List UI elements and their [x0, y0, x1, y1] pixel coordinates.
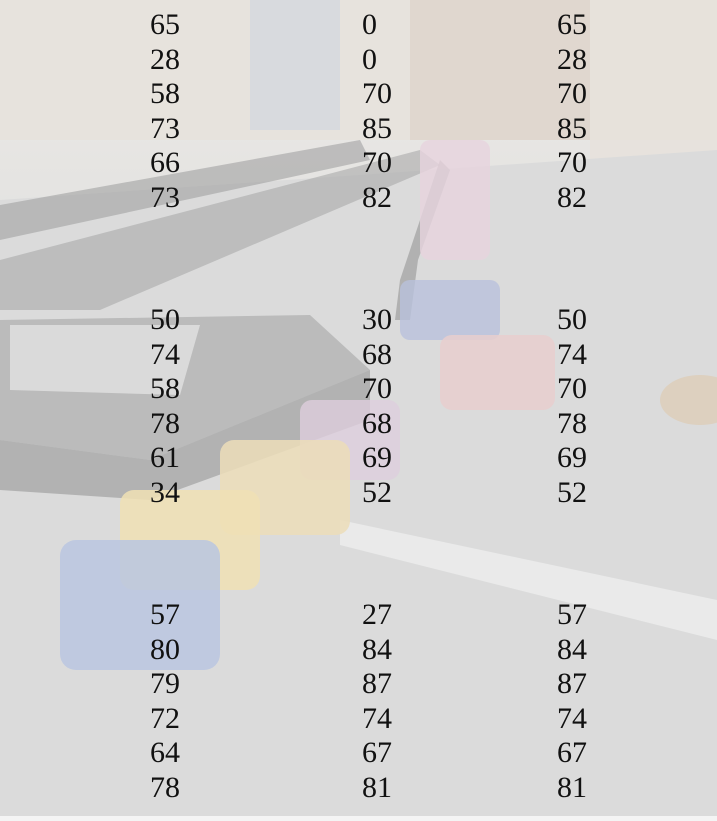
table-cell: 74: [557, 701, 587, 735]
table-cell: 70: [557, 372, 587, 405]
table-cell: 70: [557, 146, 587, 179]
table-cell: 82: [362, 180, 392, 214]
table-cell: 50: [150, 303, 180, 336]
table-cell: 72: [150, 701, 180, 735]
table-cell: 69: [557, 441, 587, 474]
table-cell: 0: [362, 8, 377, 41]
table-cell: 74: [362, 701, 392, 735]
table-cell: 81: [557, 770, 587, 804]
table-cell: 27: [362, 598, 392, 631]
table-cell: 85: [557, 111, 587, 145]
table-cell: 81: [362, 770, 392, 804]
table-cell: 68: [362, 337, 392, 371]
table-cell: 70: [362, 77, 392, 110]
table-cell: 78: [150, 406, 180, 440]
table-cell: 58: [150, 372, 180, 405]
table-cell: 52: [557, 475, 587, 509]
table-cell: 28: [557, 42, 587, 76]
table-cell: 74: [150, 337, 180, 371]
table-cell: 85: [362, 111, 392, 145]
table-cell: 66: [150, 146, 180, 179]
table-cell: 34: [150, 475, 180, 509]
table-cell: 74: [557, 337, 587, 371]
table-cell: 28: [150, 42, 180, 76]
table-cell: 70: [557, 77, 587, 110]
table-cell: 78: [150, 770, 180, 804]
table-cell: 84: [557, 632, 587, 666]
table-cell: 65: [150, 8, 180, 41]
table-cell: 73: [150, 180, 180, 214]
table-cell: 61: [150, 441, 180, 474]
table-cell: 64: [150, 736, 180, 769]
table-cell: 87: [557, 667, 587, 700]
table-cell: 78: [557, 406, 587, 440]
table-cell: 69: [362, 441, 392, 474]
table-cell: 57: [150, 598, 180, 631]
table-cell: 65: [557, 8, 587, 41]
table-cell: 67: [362, 736, 392, 769]
table-cell: 58: [150, 77, 180, 110]
table-cell: 68: [362, 406, 392, 440]
table-cell: 87: [362, 667, 392, 700]
table-cell: 73: [150, 111, 180, 145]
table-cell: 50: [557, 303, 587, 336]
table-cell: 70: [362, 146, 392, 179]
table-cell: 70: [362, 372, 392, 405]
table-cell: 82: [557, 180, 587, 214]
table-cell: 57: [557, 598, 587, 631]
table-cell: 0: [362, 42, 377, 76]
table-cell: 84: [362, 632, 392, 666]
table-cell: 79: [150, 667, 180, 700]
table-cell: 30: [362, 303, 392, 336]
table-cell: 80: [150, 632, 180, 666]
table-cell: 52: [362, 475, 392, 509]
table-cell: 67: [557, 736, 587, 769]
